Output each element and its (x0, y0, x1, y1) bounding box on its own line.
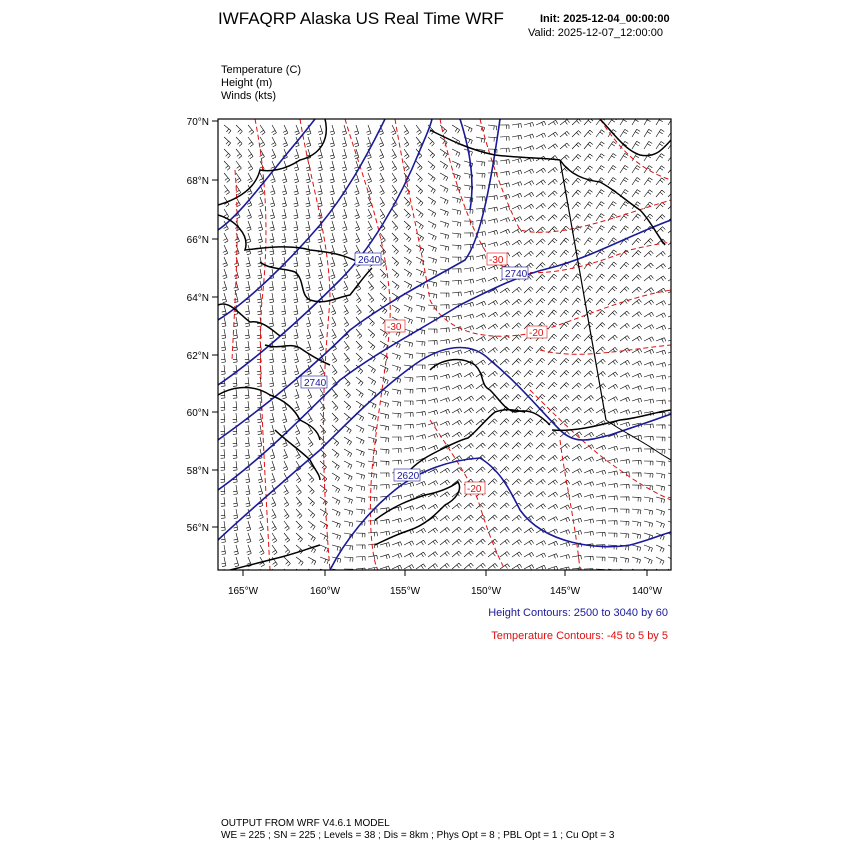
lat-tick-label: 62°N (186, 351, 209, 362)
page-title: IWFAQRP Alaska US Real Time WRF (218, 9, 504, 28)
model-footer-line2: WE = 225 ; SN = 225 ; Levels = 38 ; Dis = 8km ; Phys Opt = 8 ; PBL Opt = 1 ; Cu Opt = 3 (221, 830, 615, 841)
temperature-label: -30 (489, 255, 504, 266)
height-contours (218, 119, 671, 570)
field-temperature: Temperature (C) (221, 64, 302, 76)
valid-time: Valid: 2025-12-07_12:00:00 (528, 27, 663, 39)
lat-tick-label: 70°N (186, 117, 209, 128)
height-label: 2740 (304, 378, 327, 389)
lat-tick-label: 58°N (186, 466, 209, 477)
lon-tick-label: 145°W (549, 586, 581, 597)
height-contour-labels (301, 253, 528, 482)
model-footer-line1: OUTPUT FROM WRF V4.6.1 MODEL (221, 818, 390, 829)
coastlines (218, 119, 671, 570)
init-time: Init: 2025-12-04_00:00:00 (540, 13, 670, 25)
lat-tick-label: 60°N (186, 408, 209, 419)
field-height: Height (m) (221, 77, 273, 89)
temperature-contours (232, 119, 671, 570)
map-frame (218, 119, 671, 570)
lat-tick-label: 56°N (186, 523, 209, 534)
lon-tick-label: 140°W (631, 586, 663, 597)
temperature-label: -20 (467, 484, 482, 495)
lat-tick-label: 66°N (186, 235, 209, 246)
temperature-label: -30 (387, 322, 402, 333)
height-label: 2620 (397, 471, 420, 482)
height-contour-note: Height Contours: 2500 to 3040 by 60 (488, 607, 668, 619)
temperature-contour-note: Temperature Contours: -45 to 5 by 5 (491, 630, 668, 642)
lon-tick-label: 160°W (309, 586, 341, 597)
height-label: 2740 (505, 269, 528, 280)
temperature-label: -20 (529, 328, 544, 339)
lon-tick-label: 165°W (227, 586, 259, 597)
lat-tick-label: 64°N (186, 293, 209, 304)
lon-tick-label: 150°W (470, 586, 502, 597)
lat-tick-label: 68°N (186, 176, 209, 187)
field-winds: Winds (kts) (221, 90, 276, 102)
lon-tick-label: 155°W (389, 586, 421, 597)
height-label: 2640 (358, 255, 381, 266)
